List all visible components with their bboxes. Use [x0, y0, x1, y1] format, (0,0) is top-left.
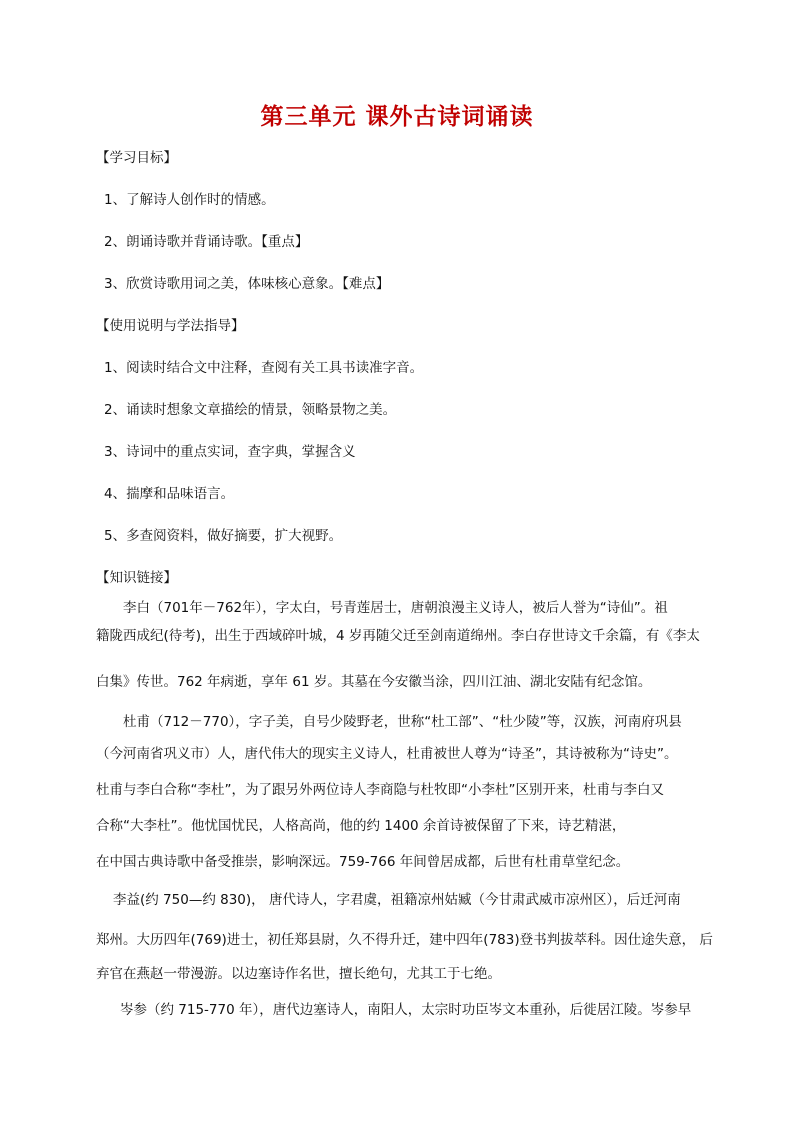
paragraph-line: 李益(约 750—约 830)， 唐代诗人，字君虞，祖籍凉州姑臧（今甘肃武威市凉州区），后迁河南	[113, 892, 681, 908]
paragraph-line: 李白（701年－762年），字太白，号青莲居士，唐朝浪漫主义诗人，被后人誉为“诗仙”。祖	[123, 600, 668, 616]
section-heading-guide: 【使用说明与学法指导】	[96, 318, 245, 334]
section-heading-goals: 【学习目标】	[96, 150, 177, 166]
guide-item: 2、诵读时想象文章描绘的情景，领略景物之美。	[104, 402, 397, 418]
paragraph-line: 籍陇西成纪(待考)，出生于西域碎叶城，4 岁再随父迁至剑南道绵州。李白存世诗文千余篇，有《李太	[96, 628, 700, 644]
paragraph-line: 在中国古典诗歌中备受推崇，影响深远。759-766 年间曾居成都，后世有杜甫草堂纪念。	[96, 854, 630, 870]
goal-item: 3、欣赏诗歌用词之美，体味核心意象。【难点】	[104, 276, 390, 292]
paragraph-line: 杜甫与李白合称“李杜”，为了跟另外两位诗人李商隐与杜牧即“小李杜”区别开来，杜甫与李白又	[96, 782, 664, 798]
guide-item: 4、揣摩和品味语言。	[104, 486, 235, 502]
page-title: 第三单元 课外古诗词诵读	[260, 103, 534, 130]
paragraph-line: 弃官在燕赵一带漫游。以边塞诗作名世，擅长绝句，尤其工于七绝。	[96, 966, 501, 982]
paragraph-line: 杜甫（712－770），字子美，自号少陵野老，世称“杜工部”、“杜少陵”等，汉族，河南府巩县	[123, 714, 682, 730]
guide-item: 1、阅读时结合文中注释，查阅有关工具书读准字音。	[104, 360, 424, 376]
guide-item: 3、诗词中的重点实词，查字典，掌握含义	[104, 444, 356, 460]
paragraph-line: 岑参（约 715-770 年），唐代边塞诗人，南阳人，太宗时功臣岑文本重孙，后徙居江陵。岑参早	[120, 1002, 692, 1018]
guide-item: 5、多查阅资料，做好摘要，扩大视野。	[104, 528, 343, 544]
goal-item: 1、了解诗人创作时的情感。	[104, 192, 275, 208]
paragraph-line: 郑州。大历四年(769)进士，初任郑县尉，久不得升迁，建中四年(783)登书判拔萃科。因仕途失意， 后	[96, 932, 713, 948]
paragraph-line: （今河南省巩义市）人，唐代伟大的现实主义诗人，杜甫被世人尊为“诗圣”，其诗被称为“诗史”。	[96, 746, 678, 762]
paragraph-line: 白集》传世。762 年病逝，享年 61 岁。其墓在今安徽当涂，四川江油、湖北安陆有纪念馆。	[96, 674, 652, 690]
paragraph-line: 合称“大李杜”。他忧国忧民，人格高尚，他的约 1400 余首诗被保留了下来，诗艺精湛，	[96, 818, 626, 834]
section-heading-knowledge: 【知识链接】	[96, 570, 177, 586]
goal-item: 2、朗诵诗歌并背诵诗歌。【重点】	[104, 234, 309, 250]
